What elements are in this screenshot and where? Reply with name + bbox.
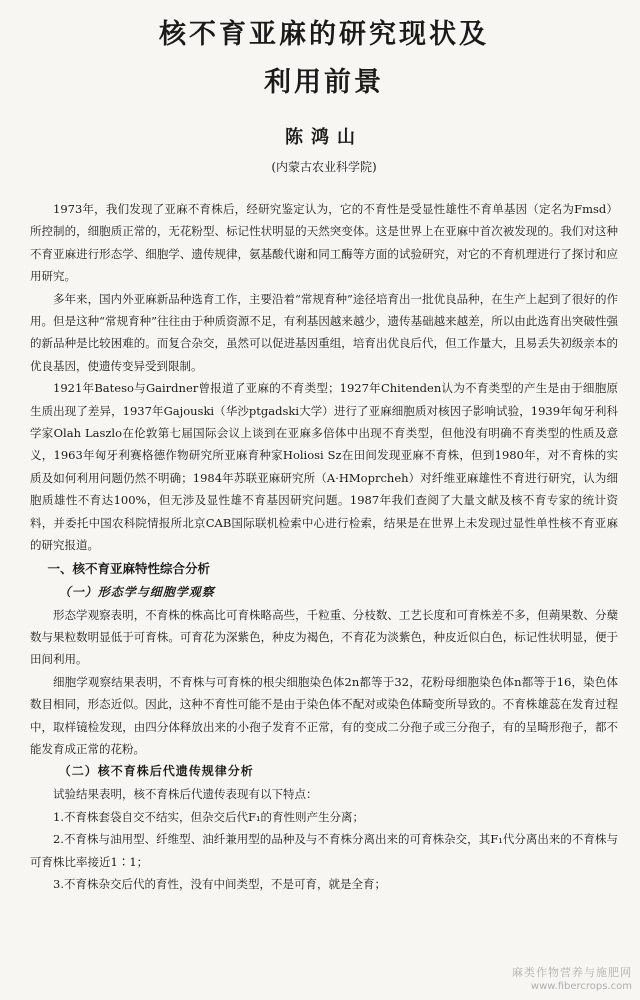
watermark (512, 966, 632, 994)
author-name: 陈鸿山 (285, 127, 363, 148)
body-paragraph: 1921年Bateso与Gairdner曾报道了亚麻的不育类型；1927年Chitenden认为不育类型的产生是由于细胞原生质出现了差异，1937年Gajouski（华沙ptgadski大学）进行了亚麻细胞质对核因子影响试验，1939年匈牙利科学家Olah Laszlo在伦敦第七届国际会议上谈到在亚麻多倍体中出现不育类型，但他没有明确不育类型的性质及意义，1963年匈牙利赛格德作物研究所亚麻育种家Holiosi Sz在田间发现亚麻不育株，但到1980年，对不育株的实质及如何利用问题仍然不明确；1984年苏联亚麻研究所（A·HMoprcheh）对纤维亚麻雄性不育进行研究，认为细胞质雄性不育达100%，但无涉及显性雄不育基因研究问题。1987年我们查阅了大量文献及核不育专家的统计资料，并委托中国农科院情报所北京CAB国际联机检索中心进行检索，结果是在世界上未发现过显性单性核不育亚麻的研究报道。 (30, 381, 618, 553)
list-item: 2.不育株与油用型、纤维型、油纤兼用型的品种及与不育株分离出来的可育株杂交，其F₁代分离出来的不育株与可育株比率接近1∶1； (30, 832, 618, 869)
body-paragraph: 1973年，我们发现了亚麻不育株后，经研究鉴定认为，它的不育性是受显性雄性不育单基因（定名为Fmsd）所控制的，细胞质正常的，无花粉型、标记性状明显的天然突变体。这是世界上在亚麻中首次被发现的。我们对这种不育亚麻进行形态学、细胞学、遗传规律，氨基酸代谢和同工酶等方面的试验研究，对它的不育机理进行了探讨和应用研究。 (30, 202, 618, 284)
list-item: 3.不育株杂交后代的育性，没有中间类型，不是可育，就是全育； (53, 876, 386, 891)
watermark-site-url: www.fibercrops.com (530, 981, 632, 992)
subsection-heading: （二）核不育株后代遗传规律分析 (58, 764, 254, 779)
body-paragraph: 试验结果表明，核不育株后代遗传表现有以下特点： (53, 787, 318, 802)
author-affiliation: (内蒙古农业科学院) (271, 160, 377, 174)
section-heading: 一、核不育亚麻特性综合分析 (47, 560, 211, 576)
paper-body (30, 198, 618, 895)
watermark-site-name: 麻类作物营养与施肥网 (512, 966, 632, 979)
paper-title-line-2: 利用前景 (264, 67, 384, 98)
list-item: 1.不育株套袋自交不结实，但杂交后代F₁的育性则产生分离； (53, 809, 365, 824)
paper-title-line-1: 核不育亚麻的研究现状及 (159, 19, 489, 50)
body-paragraph: 细胞学观察结果表明，不育株与可育株的根尖细胞染色体2n都等于32，花粉母细胞染色体n都等于16，染色体数目相同，形态近似。因此，这种不育性可能不是由于染色体不配对或染色体畸变所导致的。不育株雄蕊在发育过程中，取样镜检发现，由四分体释放出来的小孢子发育不正常，有的变成二分孢子或三分孢子，有的呈畸形孢子，都不能发育成正常的花粉。 (30, 674, 618, 756)
body-paragraph: 多年来，国内外亚麻新品种选育工作，主要沿着“常规育种”途径培育出一批优良品种，在生产上起到了很好的作用。但是这种“常规育种”往往由于种质资源不足，有利基因越来越少，遗传基础越来越差，所以由此选育出突破性强的新品种是比较困难的。而复合杂交，虽然可以促进基因重组，培育出优良后代，但工作量大，且易丢失初级亲本的优良基因，使遗传变异受到限制。 (30, 291, 618, 373)
subsection-heading: （一）形态学与细胞学观察 (58, 584, 215, 599)
body-paragraph: 形态学观察表明，不育株的株高比可育株略高些，千粒重、分枝数、工艺长度和可育株差不多，但蒴果数、分蘖数与果粒数明显低于可育株。可育花为深紫色，种皮为褐色，不育花为淡紫色，种皮近似白色，标记性状明显，便于田间利用。 (30, 607, 618, 667)
